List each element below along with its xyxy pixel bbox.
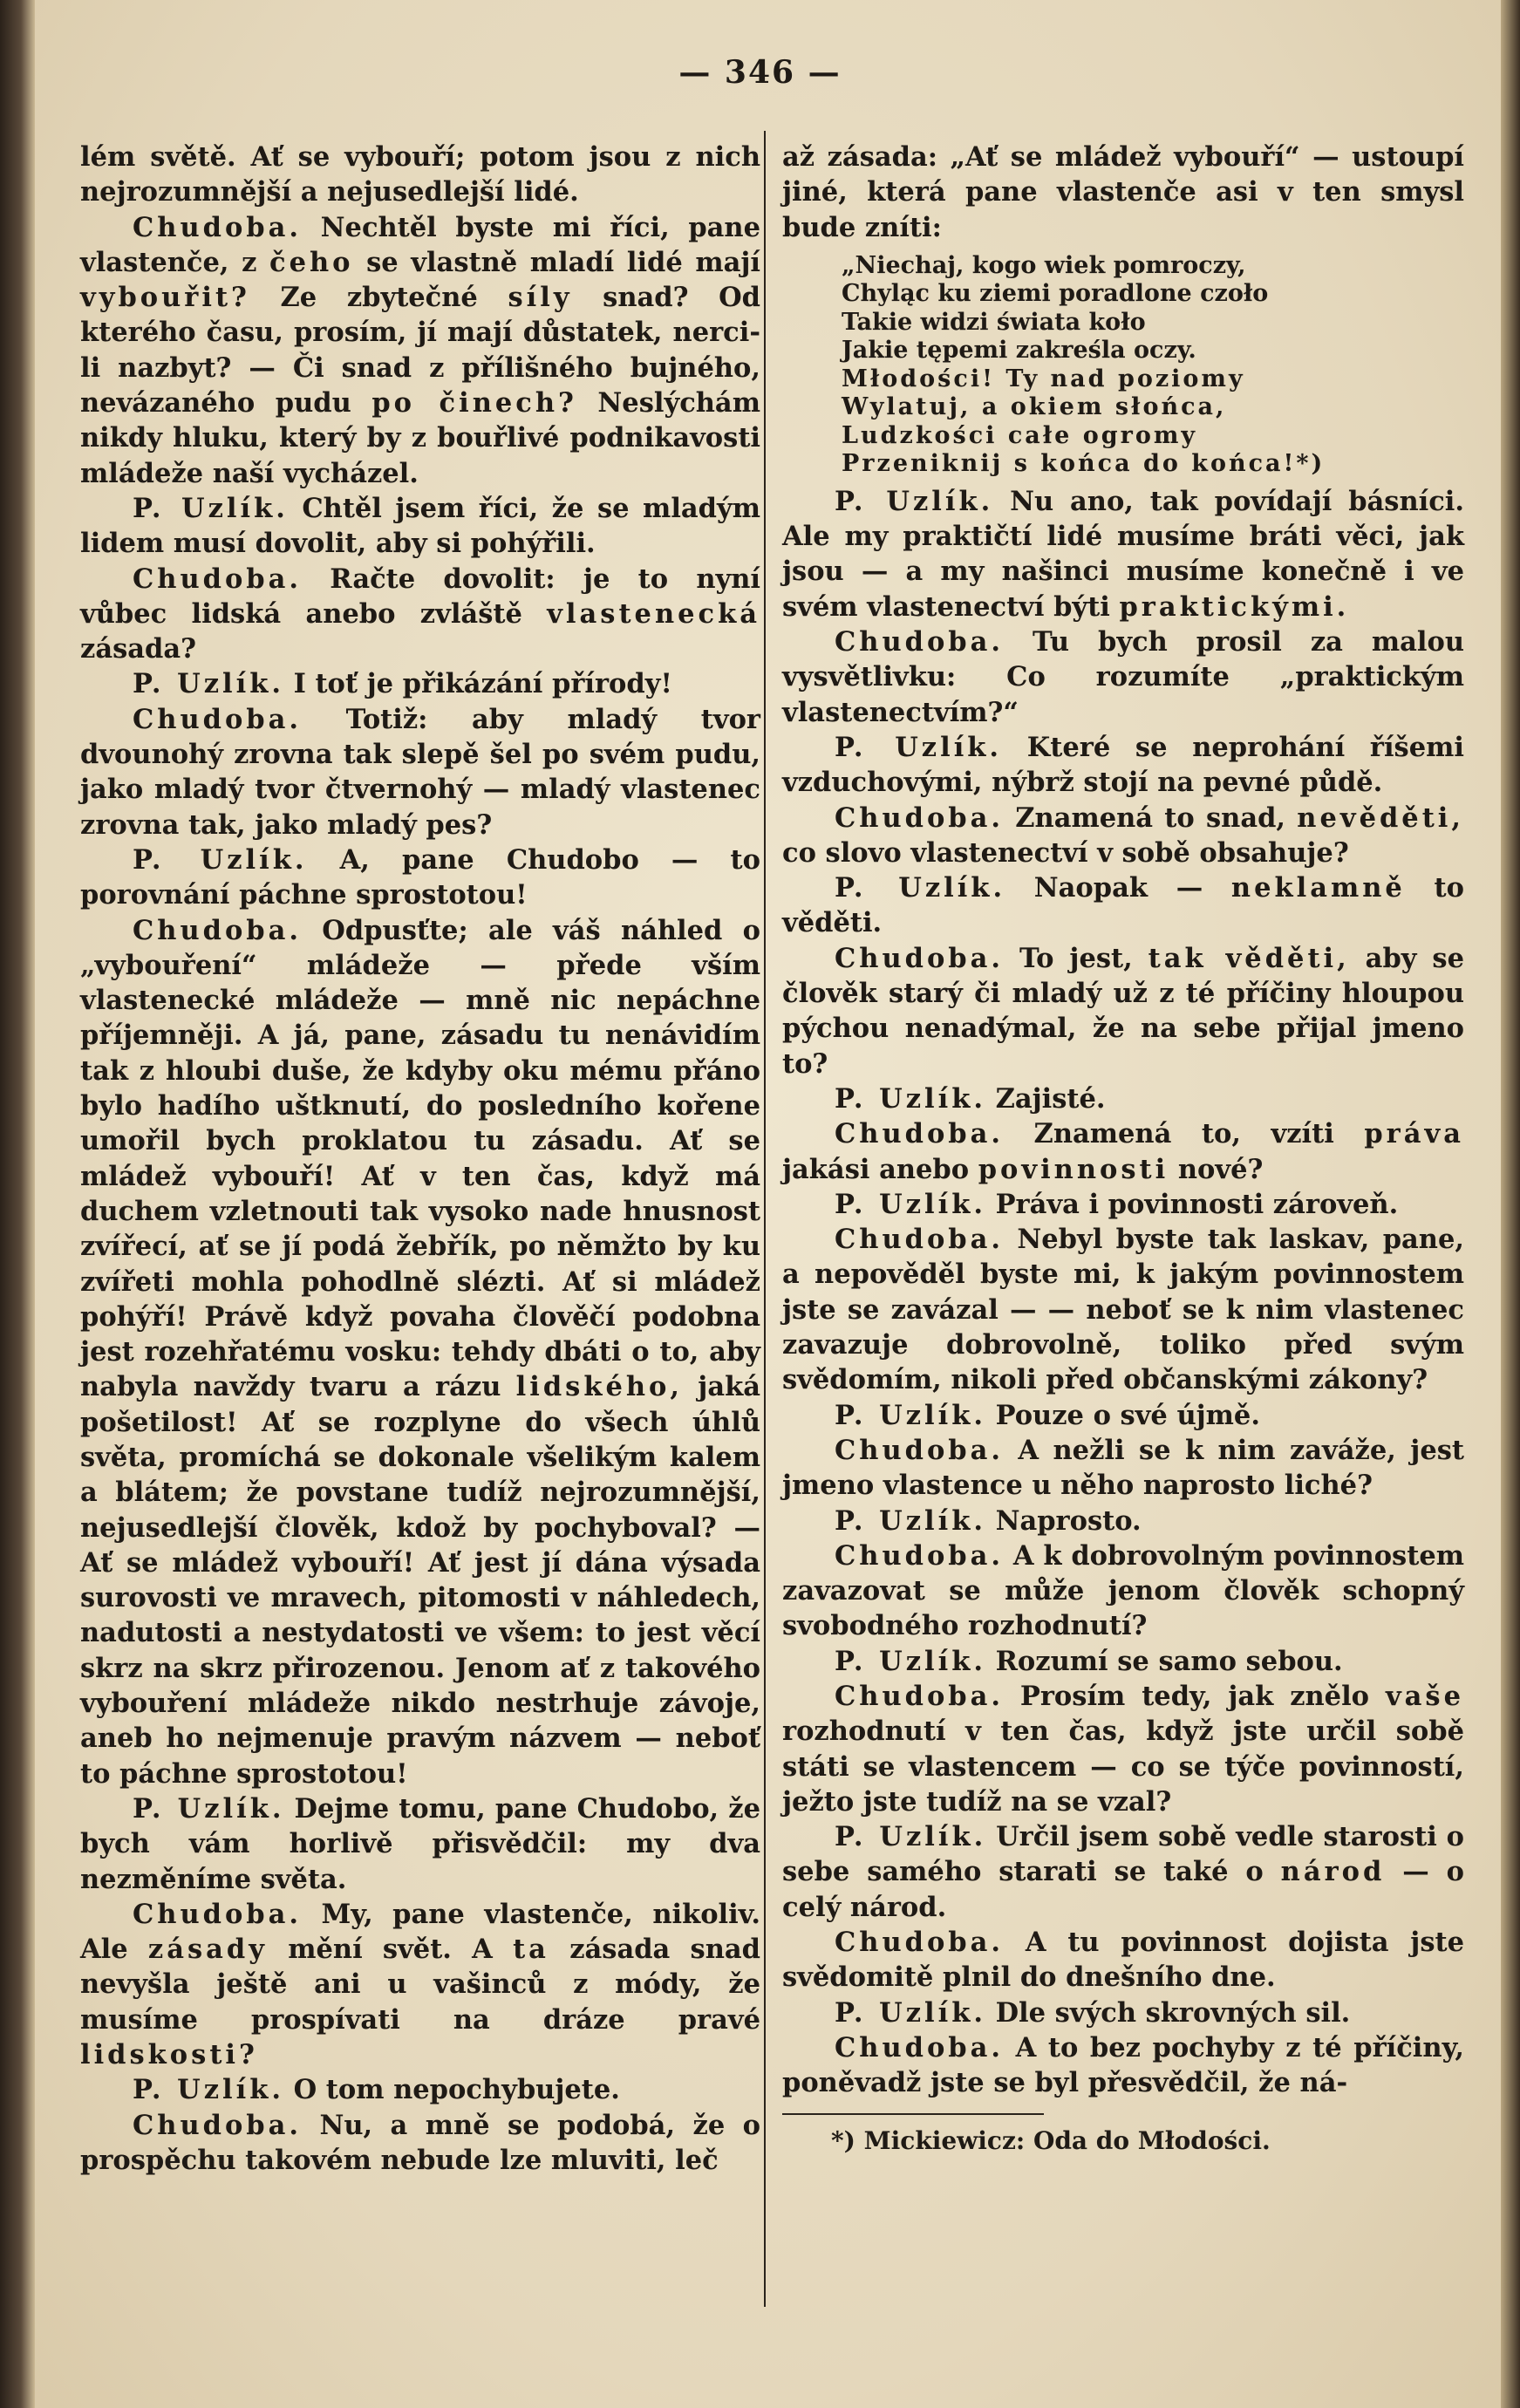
spaced-text: Chudoba. <box>835 626 1005 658</box>
text-segment: My, pane vlastenče, nikoliv. Ale <box>80 1898 760 1966</box>
paragraph <box>80 140 760 210</box>
text-segment: Tu bych prosil za malou vysvětlivku: Co rozumíte „praktickým vlastenectvím?“ <box>782 626 1464 728</box>
paragraph <box>80 2108 760 2179</box>
paragraph <box>80 702 760 842</box>
paragraph <box>782 624 1464 730</box>
text-segment: Prosím tedy, jak znělo <box>1004 1680 1386 1712</box>
page-edge-right <box>1501 0 1520 2408</box>
spaced-text: tak věděti, <box>1148 942 1350 974</box>
paragraph <box>782 1925 1464 1995</box>
spaced-text: P. Uzlík. <box>835 1399 986 1431</box>
text-segment: A, pane Chudobo — to porovnání páchne sprostotou! <box>80 843 760 911</box>
text-segment: nové? <box>1169 1153 1264 1185</box>
paragraph <box>782 1538 1464 1644</box>
text-segment: Neslýchám nikdy hluku, který by z bouřlivé podnikavosti mládeže naší vycházel. <box>80 387 760 489</box>
text-segment: snad? Od kterého času, prosím, jí mají důstatek, nerci-li nazbyt? — Či snad z přílišného bujného, nevázaného pudu <box>80 282 760 420</box>
paragraph <box>80 913 760 1791</box>
paragraph <box>782 2030 1464 2101</box>
paragraph <box>782 870 1464 941</box>
poem-line: Chyląc ku ziemi poradlone czoło <box>842 280 1269 308</box>
text-segment: A k dobrovolným povinnostem zavazovat se může jenom člověk schopný svobodného rozhodnutí? <box>782 1539 1464 1642</box>
spaced-text: P. Uzlík. <box>835 731 1003 763</box>
spaced-text: Chudoba. <box>133 914 303 946</box>
poem-line: Jakie tępemi zakreśla oczy. <box>842 337 1196 365</box>
text-segment: Dejme tomu, pane Chudobo, že bych vám horlivě přisvědčil: my dva nezměníme světa. <box>80 1792 760 1895</box>
right-column-body <box>782 484 1464 2101</box>
text-segment: jaká pošetilost! Ať se rozplyne do všech úhlů světa, promíchá se dokonale všelikým kalem a blátem; že povstane tudíž nejrozumnější, nejusedlejší člověk, kdož by pochyboval? — Ať se mládež vybouří! Ať jest jí dána výsada surovosti ve mravech, pitomosti v náhledech, nadutosti a nestydatosti ve všem: to jest věcí skrz na skrz přirozenou. Jenom ať z takového vybouření mládeže nikdo nestrhuje závoje, aneb ho nejmenuje pravým názvem — neboť to páchne sprostotou! <box>80 1371 760 1790</box>
text-segment: Pouze o své újmě. <box>985 1399 1260 1431</box>
text-segment: až zásada: „Ať se mládež vybouří“ — ustoupí jiné, která pane vlastenče asi v ten smysl bude zníti: <box>782 141 1464 243</box>
column-divider <box>764 131 766 2307</box>
spaced-text: vlastenecká <box>547 597 760 630</box>
spaced-text: P. Uzlík. <box>835 1645 986 1677</box>
text-segment: to věděti. <box>782 872 1464 939</box>
spaced-text: Chudoba. <box>133 1898 303 1930</box>
paragraph <box>782 730 1464 801</box>
spaced-text: P. Uzlík. <box>133 668 284 700</box>
paragraph <box>782 1679 1464 1819</box>
spaced-text: Chudoba. <box>835 1118 1005 1150</box>
spaced-text: Chudoba. <box>835 1434 1005 1466</box>
spaced-text: národ <box>1280 1856 1386 1888</box>
poem-line: Wylatuj, a okiem słońca, <box>842 393 1227 421</box>
text-segment: Rozumí se samo sebou. <box>985 1645 1343 1677</box>
paragraph <box>782 1644 1464 1679</box>
text-segment: Odpusťte; ale váš náhled o „vybouření“ mládeže — přede vším vlastenecké mládeže — mně nic nepáchne příjemněji. A já, pane, zásadu tu nenávidím tak z hloubi duše, že kdyby oku mému přáno bylo hadího uštknutí, do posledního kořene umořil bych proklatou tu zásadu. Ať se mládež vybouří! Ať v ten čas, když má duchem vzletnouti tak vysoko nade hnusnost zvířecí, ať se jí podá žebřík, po němžto by ku zvířeti mohla pohodlně slézti. Ať si mládež pohýří! Právě když povaha člověčí podobna jest rozehřatému vosku: tehdy dbáti o to, aby nabyla navždy tvaru a rázu <box>80 914 760 1403</box>
spaced-text: čeho <box>269 246 354 278</box>
text-segment: zásada snad nevyšla ještě ani u vašinců z módy, že musíme prospívati na dráze pravé <box>80 1934 760 2036</box>
footnote-rule <box>782 2113 1044 2115</box>
paragraph <box>782 941 1464 1081</box>
text-segment: Nebyl byste tak laskav, pane, a nepověděl byste mi, k jakým povinnostem jste se zavázal — — neboť se k nim vlastenec zavazuje dobrovolně, toliko před svým svědomím, nikoli před občanskými zákony? <box>782 1224 1464 1396</box>
paragraph <box>782 1433 1464 1504</box>
paragraph <box>782 484 1464 624</box>
text-segment: Ze zbytečné <box>249 282 508 314</box>
text-segment: I toť je přikázání přírody! <box>283 668 672 700</box>
spaced-text: Chudoba. <box>133 211 303 243</box>
paragraph <box>80 1791 760 1897</box>
paragraph <box>80 562 760 667</box>
poem-line: Ludzkości całe ogromy <box>842 421 1198 449</box>
text-segment: A tu povinnost dojista jste svědomitě plnil do dnešního dne. <box>782 1927 1464 1994</box>
text-segment: Nu, a mně se podobá, že o prospěchu takovém nebude lze mluviti, leč <box>80 2109 760 2176</box>
text-segment: O tom nepochybujete. <box>283 2074 620 2106</box>
paragraph <box>782 1222 1464 1397</box>
page-number: — 346 — <box>678 54 842 91</box>
spaced-text: Chudoba. <box>133 703 303 735</box>
text-segment: A to bez pochyby z té příčiny, poněvadž jste se byl přesvědčil, že ná- <box>782 2031 1464 2099</box>
spaced-text: Chudoba. <box>835 2031 1005 2064</box>
spaced-text: praktickými. <box>1119 590 1350 623</box>
spaced-text: P. Uzlík. <box>835 1188 986 1220</box>
text-segment: A nežli se k nim zaváže, jest jmeno vlastence u něho naprosto liché? <box>782 1434 1464 1502</box>
spaced-text: P. Uzlík. <box>133 492 289 524</box>
spaced-text: vaše <box>1385 1680 1464 1712</box>
poem-quote <box>842 252 1464 479</box>
spaced-text: po činech? <box>371 387 577 420</box>
paragraph <box>782 1187 1464 1222</box>
page-edge-left <box>0 0 35 2408</box>
text-segment: Naprosto. <box>985 1504 1142 1537</box>
text-segment: Dle svých skrovných sil. <box>985 1996 1351 2029</box>
text-segment: To jest, <box>1004 942 1149 974</box>
paragraph <box>80 210 760 491</box>
spaced-text: P. Uzlík. <box>835 872 1006 904</box>
text-segment: Nu ano, tak povídají básníci. Ale my praktičtí lidé musíme bráti věci, jak jsou — a my našinci musíme konečně i ve svém vlastenectví býti <box>782 485 1464 623</box>
spaced-text: síly <box>508 282 573 314</box>
text-segment: Znamená to, vzíti <box>1004 1118 1365 1150</box>
paragraph <box>782 1819 1464 1925</box>
text-segment: Totiž: aby mladý tvor dvounohý zrovna tak slepě šel po svém pudu, jako mladý tvor čtvernohý — mladý vlastenec zrovna tak, jako mladý pes? <box>80 703 760 841</box>
text-segment: Chtěl jsem říci, že se mladým lidem musí dovolit, aby si pohýřili. <box>80 492 760 560</box>
spaced-text: práva <box>1364 1118 1464 1150</box>
paragraph <box>80 1897 760 2072</box>
text-segment: lém světě. Ať se vybouří; potom jsou z nich nejrozumnější a nejusedlejší lidé. <box>80 141 760 208</box>
spaced-text: povinnosti <box>978 1153 1169 1185</box>
poem-line: Takie widzi świata koło <box>842 308 1146 336</box>
paragraph <box>782 1116 1464 1187</box>
paragraph <box>782 1504 1464 1538</box>
text-segment: Račte dovolit: je to nyní vůbec lidská anebo zvláště <box>80 563 760 630</box>
right-column <box>782 140 1464 2159</box>
paragraph <box>80 2072 760 2107</box>
text-segment: aby se člověk starý či mladý už z té příčiny hloupou pýchou nenadýmal, že na sebe přijal jmeno to? <box>782 942 1464 1080</box>
spaced-text: P. Uzlík. <box>133 2074 284 2106</box>
text-segment: Zajisté. <box>985 1082 1106 1115</box>
spaced-text: P. Uzlík. <box>835 485 994 517</box>
spaced-text: nevěděti, <box>1297 802 1464 834</box>
poem-line: „Niechaj, kogo wiek pomroczy, <box>842 251 1246 279</box>
spaced-text: Chudoba. <box>835 942 1005 974</box>
spaced-text: ta <box>513 1934 549 1966</box>
spaced-text: P. Uzlík. <box>133 843 308 876</box>
paragraph <box>782 1398 1464 1433</box>
paragraph <box>782 1995 1464 2030</box>
left-column <box>80 140 760 2178</box>
text-segment: zásada? <box>80 633 196 665</box>
text-segment: Nechtěl byste mi říci, pane vlastenče, z <box>80 211 760 278</box>
text-segment: Naopak — <box>1005 872 1231 904</box>
poem-line: Młodości! Ty nad poziomy <box>842 365 1245 392</box>
spaced-text: Chudoba. <box>835 1680 1005 1712</box>
spaced-text: Chudoba. <box>835 1927 1005 1959</box>
spaced-text: P. Uzlík. <box>835 1996 986 2029</box>
paragraph <box>80 491 760 562</box>
spaced-text: Chudoba. <box>133 563 303 595</box>
spaced-text: zásady <box>147 1934 268 1966</box>
paragraph <box>782 1081 1464 1116</box>
spaced-text: P. Uzlík. <box>835 1504 986 1537</box>
text-segment: Které se neprohání říšemi vzduchovými, nýbrž stojí na pevné půdě. <box>782 731 1464 799</box>
paragraph <box>782 140 1464 245</box>
spaced-text: neklamně <box>1230 872 1406 904</box>
text-segment: mění svět. A <box>267 1934 514 1966</box>
text-segment: co slovo vlastenectví v sobě obsahuje? <box>782 836 1349 869</box>
right-column-intro <box>782 140 1464 245</box>
paragraph <box>80 842 760 913</box>
text-segment: jakási anebo <box>782 1153 978 1185</box>
spaced-text: lidského, <box>515 1371 684 1403</box>
paragraph <box>782 801 1464 871</box>
spaced-text: lidskosti? <box>80 2039 258 2071</box>
paragraph <box>80 666 760 701</box>
spaced-text: Chudoba. <box>835 802 1005 834</box>
poem-line: Przeniknij s końca do końca!*) <box>842 450 1326 478</box>
spaced-text: P. Uzlík. <box>133 1792 285 1825</box>
text-segment: Práva i povinnosti zároveň. <box>985 1188 1399 1220</box>
text-segment: se vlastně mladí lidé mají <box>353 246 760 278</box>
text-segment: — o celý národ. <box>782 1856 1464 1923</box>
spaced-text: vybouřit? <box>80 282 250 314</box>
spaced-text: P. Uzlík. <box>835 1082 986 1115</box>
text-segment: Znamená to snad, <box>1004 802 1298 834</box>
spaced-text: P. Uzlík. <box>835 1821 987 1853</box>
spaced-text: Chudoba. <box>133 2109 303 2141</box>
spaced-text: Chudoba. <box>835 1224 1005 1256</box>
text-segment: Určil jsem sobě vedle starosti o sebe samého starati se také o <box>782 1821 1464 1888</box>
text-segment: rozhodnutí v ten čas, když jste určil sobě státi se vlastencem — co se týče povinností, ježto jste tudíž na se vzal? <box>782 1716 1464 1818</box>
spaced-text: Chudoba. <box>835 1539 1005 1572</box>
footnote: *) Mickiewicz: Oda do Młodości. <box>831 2125 1271 2155</box>
